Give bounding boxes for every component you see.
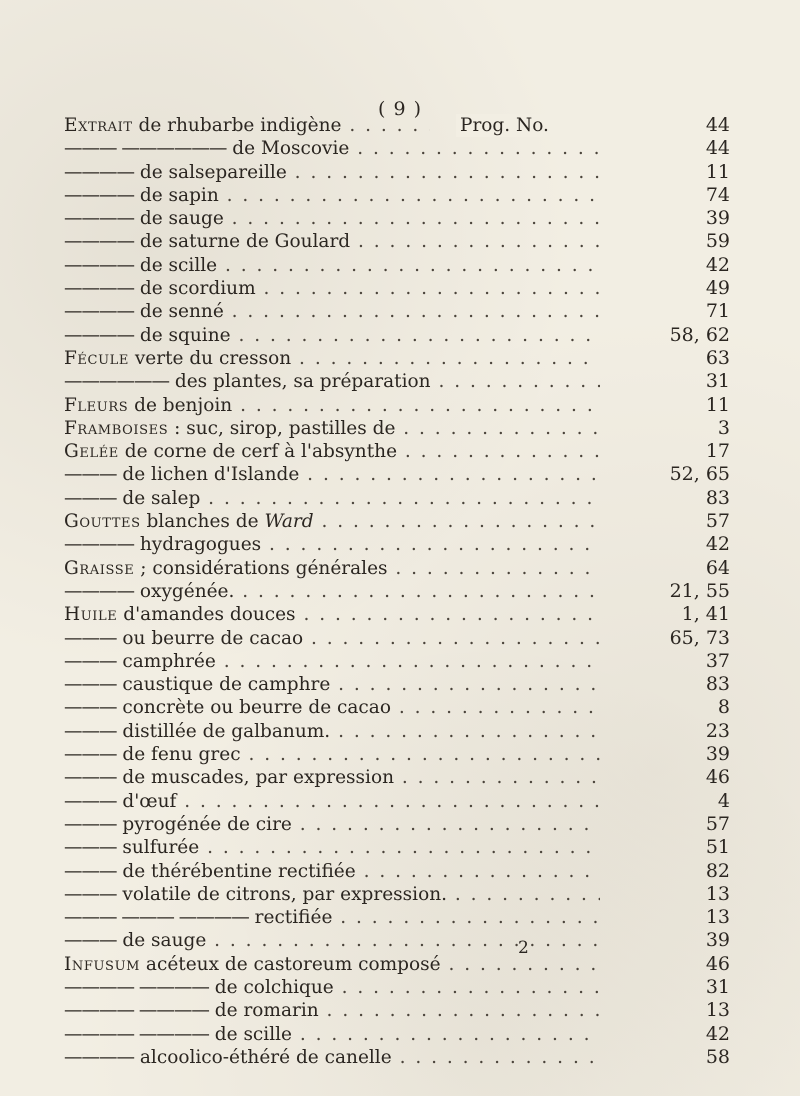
entry-text: de rhubarbe indigène [132, 115, 342, 136]
entry-text: caustique de camphre [116, 674, 331, 696]
entry-text: acéteux de castoreum composé [140, 953, 441, 975]
entry-label [64, 394, 600, 417]
entry-text: de fenu grec [116, 744, 241, 766]
entry-lead-word: Fleurs [64, 394, 129, 416]
entry-repeat-dash: ———— [64, 534, 134, 556]
index-entry [64, 813, 730, 836]
entry-page-number: 44 [705, 114, 730, 136]
entry-page-number: 71 [705, 300, 730, 323]
index-entry [64, 836, 730, 859]
entry-page-number: 65, 73 [669, 626, 730, 649]
index-entry [64, 370, 730, 393]
entry-page-number: 44 [705, 137, 730, 160]
entry-repeat-dash: ——— [64, 744, 117, 766]
signature-mark: 2 [518, 938, 529, 958]
entry-page-number: 83 [705, 673, 730, 696]
index-entry [64, 720, 730, 743]
index-entry [64, 184, 730, 207]
entry-label [64, 463, 600, 486]
entry-text: de colchique [208, 976, 334, 998]
entry-text: camphrée [116, 650, 216, 672]
entry-text: distillée de galbanum. [116, 720, 331, 742]
entry-page-number: 13 [705, 906, 730, 929]
index-entry [64, 766, 730, 789]
entry-label [64, 673, 600, 696]
entry-page-number: 42 [705, 253, 730, 276]
entry-text: de corne de cerf à l'absynthe [118, 441, 398, 463]
entry-page-number: 31 [705, 975, 730, 998]
entry-repeat-dash: ———— [64, 324, 134, 346]
entry-label [64, 1023, 600, 1046]
entry-text: volatile de citrons, par expression. [116, 883, 447, 905]
index-entry [64, 953, 730, 976]
entry-repeat-dash: ——— [64, 860, 117, 882]
index-entry [64, 883, 730, 906]
entry-page-number: 64 [705, 556, 730, 579]
entry-repeat-dash: ——— [64, 790, 117, 812]
entry-page-number: 8 [717, 696, 730, 719]
entry-repeat-dash: ——— [64, 720, 117, 742]
entry-lead-word: Gelée [64, 441, 119, 463]
index-entry [64, 394, 730, 417]
entry-text: de Moscovie [226, 138, 350, 160]
entry-label [64, 883, 600, 906]
entry-page-number: 4 [717, 789, 730, 812]
entry-text: de squine [134, 324, 231, 346]
entry-repeat-dash: ———— [64, 208, 134, 230]
entry-repeat-dash: —————— [64, 371, 169, 393]
entry-page-number: 42 [705, 1022, 730, 1045]
entry-text: de scille [208, 1023, 292, 1045]
entry-label [64, 766, 600, 789]
entry-text: de romarin [208, 1000, 319, 1022]
index-entry [64, 533, 730, 556]
entry-repeat-dash: ——— [64, 674, 117, 696]
entry-label [64, 161, 600, 184]
index-entry [64, 230, 730, 253]
entry-page-number: 11 [705, 160, 730, 183]
index-entry [64, 300, 730, 323]
index-entry [64, 487, 730, 510]
entry-label [64, 370, 600, 393]
index-entry [64, 161, 730, 184]
entry-text: de salep [116, 487, 201, 509]
index-list [64, 114, 730, 1069]
entry-label [64, 999, 600, 1022]
entry-repeat-dash: ——— [64, 697, 117, 719]
index-entry [64, 324, 730, 347]
index-entry [64, 603, 730, 626]
entry-text: de lichen d'Islande [116, 464, 300, 486]
entry-text: de senné [134, 301, 224, 323]
index-entry [64, 673, 730, 696]
entry-label [64, 696, 600, 719]
entry-text: : suc, sirop, pastilles de [168, 417, 396, 439]
entry-page-number: 49 [705, 277, 730, 300]
entry-label [64, 906, 600, 929]
entry-label [64, 627, 600, 650]
entry-page-number: 74 [705, 183, 730, 206]
entry-repeat-dash: ———— [64, 1046, 134, 1068]
entry-label [64, 300, 600, 323]
entry-label [64, 440, 600, 463]
index-entry [64, 650, 730, 673]
index-entry [64, 347, 730, 370]
entry-label [64, 813, 600, 836]
entry-text: ; considérations générales [134, 557, 388, 579]
index-entry [64, 277, 730, 300]
entry-repeat-dash: ——— [64, 883, 117, 905]
entry-page-number: 31 [705, 370, 730, 393]
entry-repeat-dash: ——— [64, 930, 117, 952]
entry-page-number: 13 [705, 999, 730, 1022]
entry-lead-word: Fécule [64, 347, 129, 369]
entry-page-number: 17 [705, 440, 730, 463]
entry-repeat-dash: ———— [64, 278, 134, 300]
index-entry [64, 976, 730, 999]
entry-lead-word: Huile [64, 604, 118, 626]
entry-repeat-dash: ———— ———— [64, 1000, 209, 1022]
entry-page-number: 39 [705, 929, 730, 952]
entry-text: de muscades, par expression [116, 767, 395, 789]
entry-repeat-dash: ——— [64, 837, 117, 859]
entry-label [64, 254, 600, 277]
entry-text: hydragogues [134, 534, 262, 556]
entry-text: de salsepareille [134, 161, 287, 183]
entry-text: concrète ou beurre de cacao [116, 697, 391, 719]
entry-label [64, 650, 600, 673]
entry-page-number: 63 [705, 346, 730, 369]
entry-page-number: 23 [705, 719, 730, 742]
entry-page-number: 46 [705, 766, 730, 789]
prog-label: Prog. No. [456, 114, 553, 137]
entry-page-number: 13 [705, 882, 730, 905]
entry-repeat-dash: ———— [64, 254, 134, 276]
entry-repeat-dash: ———— [64, 231, 134, 253]
entry-page-number: 3 [717, 416, 730, 439]
entry-page-number: 39 [705, 743, 730, 766]
entry-label [64, 230, 600, 253]
entry-page-number: 39 [705, 207, 730, 230]
entry-repeat-dash: ———— [64, 161, 134, 183]
entry-page-number: 58 [705, 1045, 730, 1068]
entry-text: rectifiée [248, 907, 333, 929]
entry-label [64, 347, 600, 370]
entry-page-number: 1, 41 [681, 603, 730, 626]
index-entry [64, 254, 730, 277]
index-entry [64, 790, 730, 813]
entry-repeat-dash: ———— ———— [64, 976, 209, 998]
entry-lead-word: Graisse [64, 557, 135, 579]
index-entry [64, 999, 730, 1022]
entry-label [64, 417, 600, 440]
entry-text: de saturne de Goulard [134, 231, 351, 253]
entry-repeat-dash: ———— [64, 580, 134, 602]
entry-text: ou beurre de cacao [116, 627, 304, 649]
index-entry [64, 696, 730, 719]
entry-repeat-dash: ——— [64, 813, 117, 835]
index-entry [64, 114, 730, 137]
entry-repeat-dash: ——— [64, 627, 117, 649]
entry-label [64, 137, 600, 160]
entry-label [64, 207, 600, 230]
entry-repeat-dash: ——— —————— [64, 138, 227, 160]
entry-text: de scordium [134, 278, 256, 300]
page-number: ( 9 ) [378, 98, 422, 120]
entry-text: de thérébentine rectifiée [116, 860, 356, 882]
entry-text: de sauge [134, 208, 224, 230]
entry-label [64, 720, 600, 743]
entry-label [64, 743, 600, 766]
index-entry [64, 906, 730, 929]
index-entry [64, 417, 730, 440]
entry-repeat-dash: ——— [64, 650, 117, 672]
entry-label [64, 1046, 600, 1069]
entry-italic-name: Ward [264, 511, 314, 533]
index-entry [64, 627, 730, 650]
entry-page-number: 42 [705, 533, 730, 556]
entry-label [64, 184, 600, 207]
entry-label [64, 533, 600, 556]
entry-repeat-dash: ——— [64, 464, 117, 486]
entry-text: de sapin [134, 184, 219, 206]
entry-page-number: 51 [705, 836, 730, 859]
entry-repeat-dash: ——— [64, 487, 117, 509]
entry-text: de benjoin [128, 394, 233, 416]
entry-page-number: 82 [705, 859, 730, 882]
index-entry [64, 1046, 730, 1069]
index-entry [64, 580, 730, 603]
entry-page-number: 59 [705, 230, 730, 253]
entry-page-number: 57 [705, 812, 730, 835]
index-entry [64, 1023, 730, 1046]
entry-label [64, 510, 600, 533]
index-entry [64, 463, 730, 486]
entry-repeat-dash: ——— ——— ———— [64, 907, 249, 929]
entry-text: blanches de [140, 511, 265, 533]
entry-page-number: 46 [705, 952, 730, 975]
entry-lead-word: Infusum [64, 953, 141, 975]
entry-label [64, 836, 600, 859]
entry-lead-word: Framboises [64, 417, 169, 439]
index-entry [64, 440, 730, 463]
entry-page-number: 52, 65 [669, 463, 730, 486]
index-entry [64, 137, 730, 160]
entry-page-number: 21, 55 [669, 579, 730, 602]
entry-label [64, 603, 600, 626]
entry-label [64, 790, 600, 813]
index-entry [64, 510, 730, 533]
entry-label [64, 860, 600, 883]
entry-label [64, 580, 600, 603]
entry-text: alcoolico-éthéré de canelle [134, 1046, 392, 1068]
entry-text: d'œuf [116, 790, 177, 812]
entry-text: des plantes, sa préparation [169, 371, 431, 393]
index-entry [64, 557, 730, 580]
entry-lead-word: Extrait [64, 115, 133, 136]
index-entry [64, 860, 730, 883]
entry-text: sulfurée [116, 837, 200, 859]
index-entry [64, 207, 730, 230]
entry-text: oxygénée. [134, 580, 235, 602]
entry-text: pyrogénée de cire [116, 813, 292, 835]
entry-page-number: 57 [705, 510, 730, 533]
entry-repeat-dash: ——— [64, 767, 117, 789]
entry-repeat-dash: ———— [64, 184, 134, 206]
entry-text: de sauge [116, 930, 207, 952]
entry-text: de scille [134, 254, 218, 276]
entry-repeat-dash: ———— ———— [64, 1023, 209, 1045]
entry-label [64, 557, 600, 580]
entry-text: d'amandes douces [117, 604, 296, 626]
entry-page-number: 83 [705, 486, 730, 509]
entry-label [64, 976, 600, 999]
entry-page-number: 58, 62 [669, 323, 730, 346]
entry-label [64, 324, 600, 347]
entry-repeat-dash: ———— [64, 301, 134, 323]
entry-page-number: 11 [705, 393, 730, 416]
index-entry [64, 743, 730, 766]
entry-label [64, 487, 600, 510]
entry-label [64, 114, 430, 137]
entry-lead-word: Gouttes [64, 511, 141, 533]
entry-page-number: 37 [705, 649, 730, 672]
entry-text: verte du cresson [128, 347, 292, 369]
index-entry [64, 929, 730, 952]
entry-label [64, 277, 600, 300]
